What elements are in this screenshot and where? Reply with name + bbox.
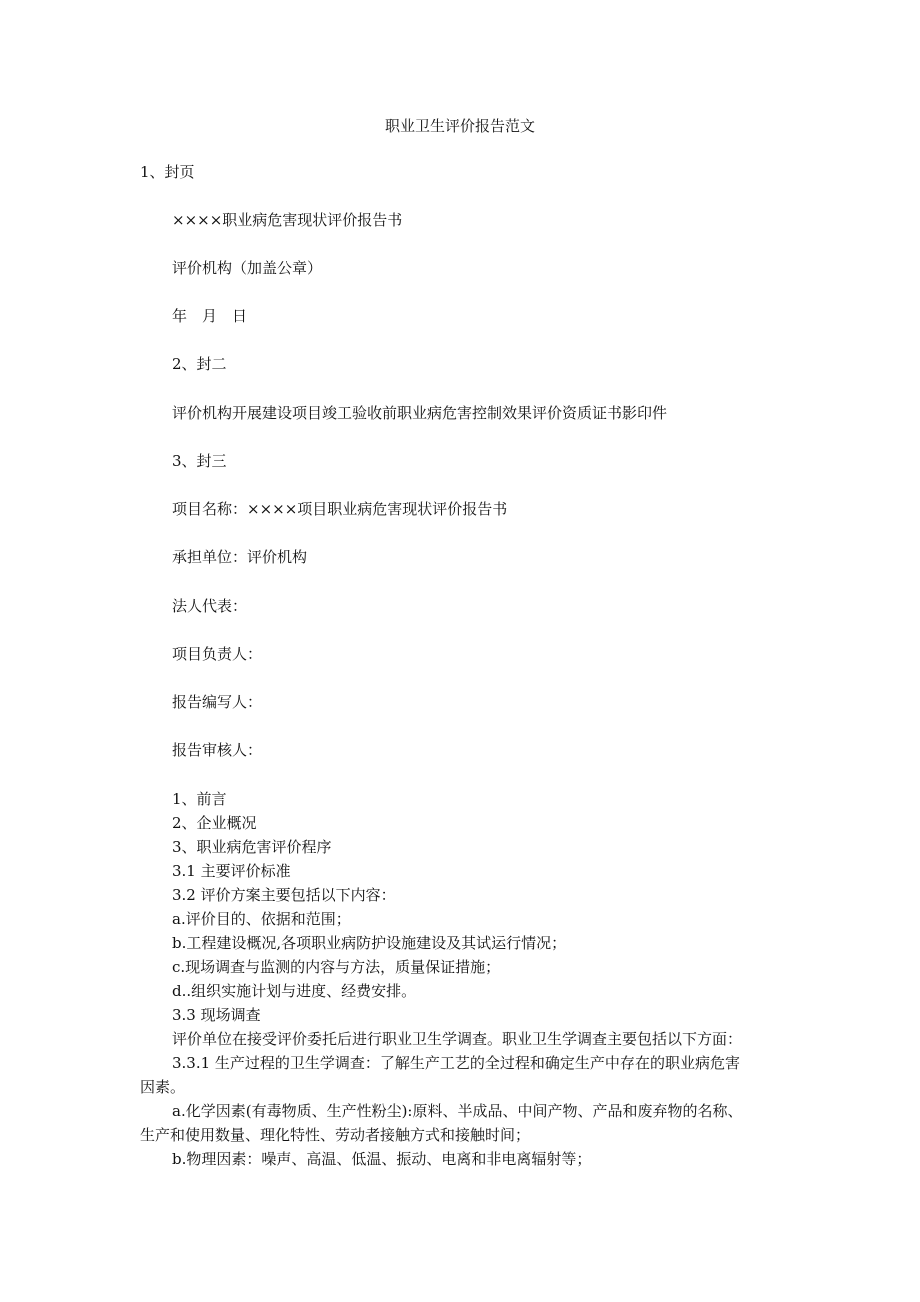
chemical-factors-cont: 生产和使用数量、理化特性、劳动者接触方式和接触时间； [140,1126,531,1144]
physical-factors: b.物理因素：噪声、高温、低温、振动、电离和非电离辐射等； [172,1150,592,1168]
section-evaluation-procedure: 3、职业病危害评价程序 [172,838,332,856]
section-foreword: 1、前言 [172,790,227,808]
list-item-d: d..组织实施计划与进度、经费安排。 [172,982,417,1000]
section-heading-cover: 1、封页 [140,163,195,181]
list-item-a: a.评价目的、依据和范围； [172,910,351,928]
subsection-3-2: 3.2 评价方案主要包括以下内容： [172,886,396,904]
cover-report-name: ××××职业病危害现状评价报告书 [172,211,403,229]
cover3-reviewer: 报告审核人： [172,741,263,759]
section-heading-cover2: 2、封二 [172,355,227,373]
cover3-project-name: 项目名称：××××项目职业病危害现状评价报告书 [172,500,508,518]
document-title: 职业卫生评价报告范文 [384,117,535,135]
section-heading-cover3: 3、封三 [172,452,227,470]
cover-date: 年 月 日 [172,307,248,325]
paragraph-survey-intro: 评价单位在接受评价委托后进行职业卫生学调查。职业卫生学调查主要包括以下方面： [172,1030,743,1048]
list-item-c: c.现场调查与监测的内容与方法，质量保证措施； [172,958,501,976]
cover-org-seal: 评价机构（加盖公章） [172,259,323,277]
cover3-undertaker: 承担单位：评价机构 [172,548,308,566]
cover2-content: 评价机构开展建设项目竣工验收前职业病危害控制效果评价资质证书影印件 [172,404,668,422]
cover3-project-lead: 项目负责人： [172,645,263,663]
subsection-3-1: 3.1 主要评价标准 [172,862,291,880]
list-item-b: b.工程建设概况,各项职业病防护设施建设及其试运行情况； [172,934,567,952]
cover3-legal-rep: 法人代表： [172,597,248,615]
subsection-3-3-1-cont: 因素。 [140,1078,186,1096]
subsection-3-3-1: 3.3.1 生产过程的卫生学调查：了解生产工艺的全过程和确定生产中存在的职业病危害 [172,1054,740,1072]
cover3-writer: 报告编写人： [172,693,263,711]
section-company-overview: 2、企业概况 [172,814,257,832]
chemical-factors: a.化学因素(有毒物质、生产性粉尘):原料、半成品、中间产物、产品和废弃物的名称、 [172,1102,743,1120]
subsection-3-3: 3.3 现场调查 [172,1006,261,1024]
